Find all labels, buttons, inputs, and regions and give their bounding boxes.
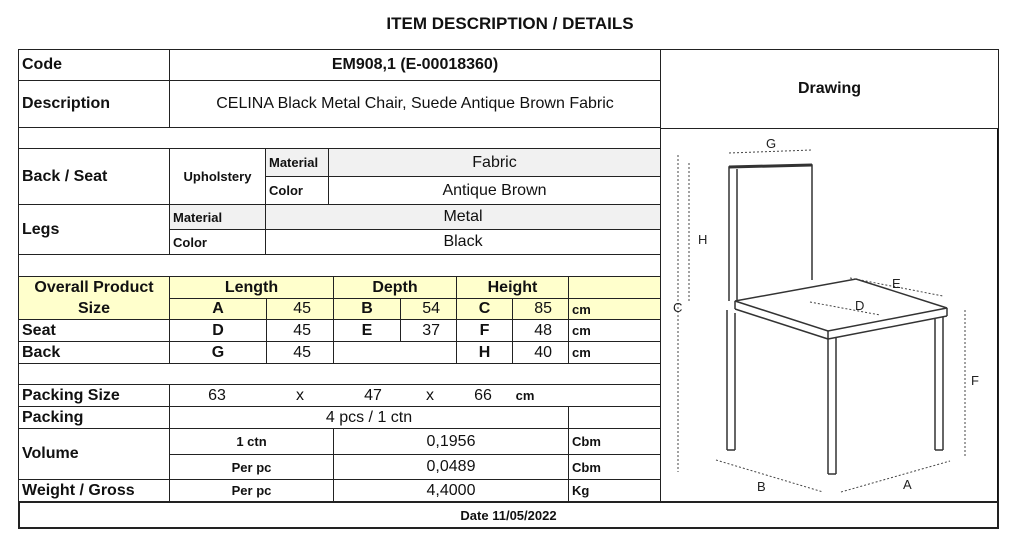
back-label: Back — [18, 341, 170, 364]
height-header: Height — [456, 276, 569, 299]
back-seat-material-value: Fabric — [328, 148, 661, 177]
volume-pc-label: Per pc — [169, 454, 334, 480]
back-depth-blank — [333, 341, 457, 364]
volume-ctn-unit: Cbm — [568, 428, 661, 455]
dim-h-label: H — [456, 341, 513, 364]
date-footer: Date 11/05/2022 — [18, 501, 999, 529]
weight-label: Weight / Gross — [18, 479, 170, 502]
legs-material-value: Metal — [265, 204, 661, 230]
diagram-label-a: A — [903, 477, 912, 492]
code-label: Code — [18, 49, 170, 81]
dim-a-value: 45 — [266, 298, 334, 320]
packing-size-label: Packing Size — [18, 384, 170, 407]
chair-outline — [727, 165, 947, 474]
back-seat-color-label: Color — [265, 176, 329, 205]
diagram-label-b: B — [757, 479, 766, 494]
back-seat-label: Back / Seat — [18, 148, 170, 205]
volume-label: Volume — [18, 428, 170, 480]
dim-h-value: 40 — [512, 341, 569, 364]
diagram-label-e: E — [892, 276, 901, 291]
dim-f-value: 48 — [512, 319, 569, 342]
description-value: CELINA Black Metal Chair, Suede Antique Brown Fabric — [169, 80, 661, 128]
volume-ctn-label: 1 ctn — [169, 428, 334, 455]
packing-size-x2: x — [426, 386, 434, 404]
spacer-row — [18, 363, 661, 385]
packing-value: 4 pcs / 1 ctn — [169, 406, 569, 429]
spacer-row — [18, 127, 661, 149]
legs-color-label: Color — [169, 229, 266, 255]
diagram-label-d: D — [855, 298, 865, 313]
packing-size-row — [169, 384, 661, 407]
legs-color-value: Black — [265, 229, 661, 255]
diagram-label-g: G — [766, 136, 777, 151]
weight-unit: Kg — [568, 479, 661, 502]
depth-header: Depth — [333, 276, 457, 299]
dim-b-label: B — [333, 298, 401, 320]
code-value: EM908,1 (E-00018360) — [169, 49, 661, 81]
dim-g-value: 45 — [266, 341, 334, 364]
packing-label: Packing — [18, 406, 170, 429]
packing-unit-blank — [568, 406, 661, 429]
description-label: Description — [18, 80, 170, 128]
diagram-label-f: F — [971, 373, 979, 388]
volume-pc-value: 0,0489 — [333, 454, 569, 480]
dim-c-label: C — [456, 298, 513, 320]
dim-d-label: D — [169, 319, 267, 342]
legs-material-label: Material — [169, 204, 266, 230]
overall-size-header: Overall Product Size — [18, 276, 170, 320]
packing-size-width: 47 — [364, 386, 382, 404]
dim-e-value: 37 — [400, 319, 457, 342]
dim-c-value: 85 — [512, 298, 569, 320]
seat-unit: cm — [568, 319, 661, 342]
volume-ctn-value: 0,1956 — [333, 428, 569, 455]
seat-label: Seat — [18, 319, 170, 342]
back-unit: cm — [568, 341, 661, 364]
document-title: ITEM DESCRIPTION / DETAILS — [386, 14, 634, 33]
diagram-label-c: C — [673, 300, 683, 315]
packing-size-x1: x — [296, 386, 304, 404]
weight-pc-label: Per pc — [169, 479, 334, 502]
diagram-label-h: H — [698, 232, 708, 247]
volume-pc-unit: Cbm — [568, 454, 661, 480]
dim-b-value: 54 — [400, 298, 457, 320]
dim-g-label: G — [169, 341, 267, 364]
weight-value: 4,4000 — [333, 479, 569, 502]
back-seat-material-label: Material — [265, 148, 329, 177]
chair-drawing — [660, 128, 998, 501]
packing-size-length: 63 — [208, 386, 226, 404]
drawing-label: Drawing — [660, 49, 999, 129]
dim-e-label: E — [333, 319, 401, 342]
upholstery-label: Upholstery — [169, 148, 266, 205]
length-header: Length — [169, 276, 334, 299]
size-header-blank — [568, 276, 661, 299]
overall-unit: cm — [568, 298, 661, 320]
dim-d-value: 45 — [266, 319, 334, 342]
packing-size-unit: cm — [515, 388, 535, 403]
packing-size-height: 66 — [474, 386, 492, 404]
back-seat-color-value: Antique Brown — [328, 176, 661, 205]
dim-a-label: A — [169, 298, 267, 320]
dim-f-label: F — [456, 319, 513, 342]
spacer-row — [18, 254, 661, 277]
legs-label: Legs — [18, 204, 170, 255]
